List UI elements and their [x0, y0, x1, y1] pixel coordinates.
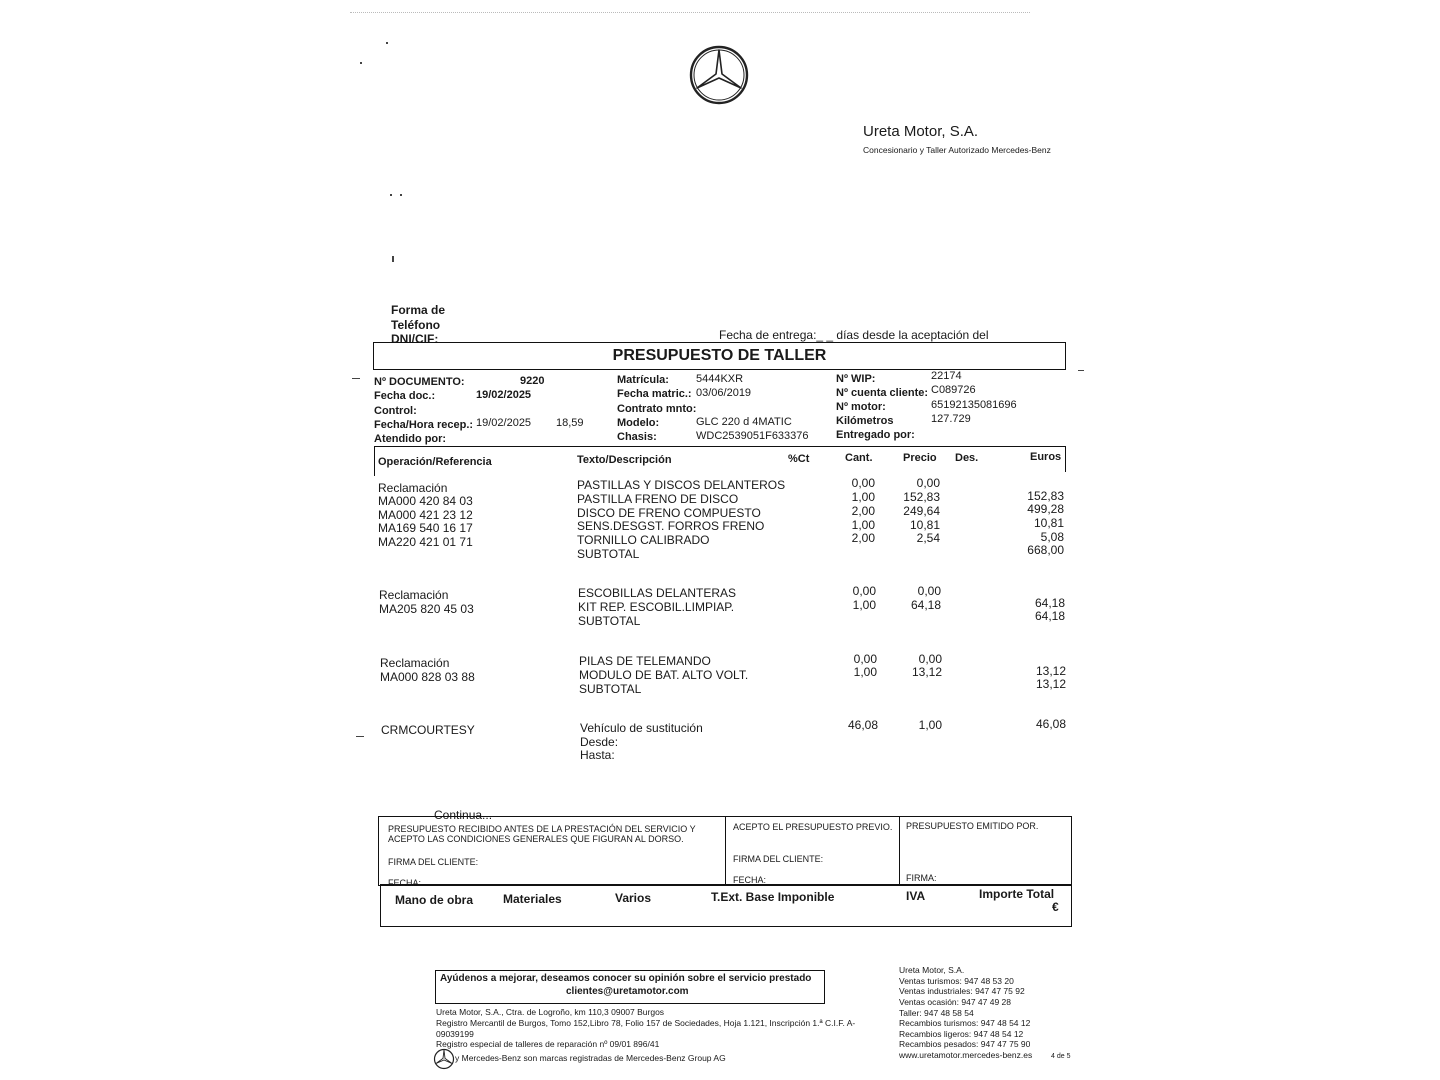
th-ct: %Ct: [788, 453, 810, 465]
signature-divider: [725, 816, 726, 886]
scan-speck: [386, 42, 388, 44]
info-value: GLC 220 d 4MATIC: [696, 416, 792, 428]
subtotal-label: SUBTOTAL: [578, 614, 641, 628]
info-value: 22174: [931, 370, 962, 382]
subtotal-value: 13,12: [1035, 677, 1066, 691]
info-value: 03/06/2019: [696, 387, 752, 399]
company-subtitle: Concesionario y Taller Autorizado Mercedes-Benz: [863, 145, 1051, 155]
row-precio: 0,00: [917, 584, 941, 598]
row-desc: TORNILLO CALIBRADO: [577, 533, 710, 547]
info-value: WDC2539051F633376: [696, 430, 809, 442]
row-ref: MA000 420 84 03: [378, 494, 473, 508]
row-cant: 2,00: [851, 504, 875, 518]
feedback-email: clientes@uretamotor.com: [566, 986, 689, 997]
row-precio: 10,81: [909, 518, 940, 532]
page-number: 4 de 5: [1051, 1053, 1071, 1060]
contact-line: Ureta Motor, S.A.: [899, 965, 965, 975]
row-ref: MA000 421 23 12: [378, 508, 473, 522]
courtesy-precio: 1,00: [918, 718, 942, 732]
legal-address: Ureta Motor, S.A., Ctra. de Logroño, km 110,3 09007 Burgos: [436, 1007, 665, 1017]
sig3-firma: FIRMA:: [906, 873, 937, 883]
row-euros: 13,12: [1035, 664, 1066, 678]
scan-speck: [352, 378, 360, 379]
info-value: 19/02/2025: [476, 389, 532, 401]
dni-label: DNI/CIF:: [391, 332, 439, 346]
th-precio: Precio: [903, 452, 937, 464]
sig2-firma: FIRMA DEL CLIENTE:: [733, 854, 824, 864]
total-importe: Importe Total: [979, 887, 1055, 901]
mercedes-star-icon: [688, 44, 750, 106]
th-euros: Euros: [1030, 451, 1062, 463]
forma-label: Forma de: [391, 303, 446, 317]
row-desc: DISCO DE FRENO COMPUESTO: [577, 506, 761, 520]
courtesy-ref: CRMCOURTESY: [381, 723, 475, 737]
row-precio: 2,54: [916, 531, 940, 545]
info-label: Contrato mnto:: [617, 403, 697, 415]
sig1-line2: ACEPTO LAS CONDICIONES GENERALES QUE FIGURAN AL DORSO.: [388, 834, 684, 844]
sig2-fecha: FECHA:: [733, 875, 767, 885]
info-label: Atendido por:: [374, 433, 447, 445]
row-desc: KIT REP. ESCOBIL.LIMPIAP.: [578, 600, 735, 614]
company-name: Ureta Motor, S.A.: [863, 123, 979, 140]
row-cant: 0,00: [853, 652, 877, 666]
contact-line: Recambios pesados: 947 47 75 90: [899, 1039, 1031, 1049]
subtotal-label: SUBTOTAL: [577, 547, 640, 561]
info-value: 65192135081696: [931, 399, 1017, 411]
signature-divider: [899, 816, 900, 886]
legal-registry: Registro Mercantil de Burgos, Tomo 152,Libro 78, Folio 157 de Sociedades, Hoja 1.121, Inscripción 1.ª C.I.F. A-: [436, 1018, 856, 1028]
row-cant: 1,00: [851, 518, 875, 532]
mercedes-star-small-icon: [433, 1048, 455, 1070]
total-base: T.Ext. Base Imponible: [711, 890, 835, 904]
contact-line: Ventas industriales: 947 47 75 92: [899, 986, 1025, 996]
row-ref: MA220 421 01 71: [378, 535, 473, 549]
info-label: Fecha matric.:: [617, 388, 692, 400]
info-label: Nº motor:: [836, 401, 886, 413]
row-desc: SENS.DESGST. FORROS FRENO: [577, 519, 765, 533]
info-value: 5444KXR: [696, 373, 744, 385]
info-label: Chasis:: [617, 431, 657, 443]
row-desc: PASTILLAS Y DISCOS DELANTEROS: [577, 478, 786, 492]
info-label: Nº cuenta cliente:: [836, 387, 929, 399]
th-des: Des.: [955, 452, 979, 464]
table-header-left: [374, 446, 375, 476]
row-desc: MODULO DE BAT. ALTO VOLT.: [579, 668, 749, 682]
th-texto: Texto/Descripción: [577, 454, 672, 466]
info-label: Control:: [374, 405, 417, 417]
sig1-firma: FIRMA DEL CLIENTE:: [388, 857, 479, 867]
info-value: 127.729: [931, 413, 971, 425]
scan-speck: [1078, 370, 1084, 371]
courtesy-desde: Desde:: [580, 735, 619, 749]
row-ref: MA169 540 16 17: [378, 521, 473, 535]
row-desc: PASTILLA FRENO DE DISCO: [577, 492, 739, 506]
row-precio: 249,64: [903, 504, 940, 518]
row-precio: 64,18: [910, 598, 941, 612]
row-euros: 5,08: [1040, 530, 1064, 544]
row-ref: Reclamación: [379, 588, 449, 602]
total-currency: €: [1052, 900, 1059, 914]
total-materiales: Materiales: [503, 892, 562, 906]
contact-line: Ventas ocasión: 947 47 49 28: [899, 997, 1012, 1007]
contact-website: www.uretamotor.mercedes-benz.es: [899, 1050, 1033, 1060]
info-value: C089726: [931, 384, 976, 396]
info-label: Kilómetros: [836, 415, 894, 427]
courtesy-desc: Vehículo de sustitución: [580, 721, 703, 735]
scan-speck: [390, 194, 392, 196]
row-euros: 64,18: [1034, 596, 1065, 610]
info-label: Fecha/Hora recep.:: [374, 419, 474, 431]
scan-edge: [350, 12, 1030, 13]
row-cant: 0,00: [852, 584, 876, 598]
courtesy-euros: 46,08: [1035, 717, 1066, 731]
contact-line: Recambios turismos: 947 48 54 12: [899, 1018, 1031, 1028]
info-value: 9220: [520, 375, 545, 387]
sig3-title: PRESUPUESTO EMITIDO POR.: [906, 821, 1039, 831]
row-cant: 2,00: [851, 531, 875, 545]
legal-workshop: Registro especial de talleres de reparación nº 09/01 896/41: [436, 1039, 660, 1049]
page-title: PRESUPUESTO DE TALLER: [612, 347, 827, 364]
row-ref: MA205 820 45 03: [379, 602, 474, 616]
info-label: Matrícula:: [617, 374, 669, 386]
row-euros: 499,28: [1027, 502, 1064, 516]
table-header-top: [374, 446, 1066, 447]
row-cant: 1,00: [853, 665, 877, 679]
info-label: Modelo:: [617, 417, 660, 429]
legal-trademark: y Mercedes-Benz son marcas registradas de Mercedes-Benz Group AG: [455, 1053, 726, 1063]
row-desc: ESCOBILLAS DELANTERAS: [578, 586, 737, 600]
contact-line: Recambios ligeros: 947 48 54 12: [899, 1029, 1024, 1039]
courtesy-hasta: Hasta:: [580, 748, 615, 762]
table-header-right: [1065, 446, 1066, 472]
sig1-line1: PRESUPUESTO RECIBIDO ANTES DE LA PRESTACIÓN DEL SERVICIO Y: [388, 824, 696, 834]
row-ref: Reclamación: [380, 656, 450, 670]
scan-speck: [360, 62, 362, 64]
info-label: Fecha doc.:: [374, 390, 436, 402]
subtotal-value: 64,18: [1034, 609, 1065, 623]
total-mano: Mano de obra: [395, 893, 474, 907]
contact-line: Ventas turismos: 947 48 53 20: [899, 976, 1014, 986]
row-precio: 0,00: [918, 652, 942, 666]
info-value: 19/02/2025: [476, 417, 532, 429]
continua-label: Continua...: [434, 808, 493, 822]
contact-line: Taller: 947 48 58 54: [899, 1008, 974, 1018]
info-label: Entregado por:: [836, 429, 915, 441]
row-cant: 1,00: [852, 598, 876, 612]
courtesy-cant: 46,08: [847, 718, 878, 732]
row-desc: PILAS DE TELEMANDO: [579, 654, 711, 668]
info-value-extra: 18,59: [556, 417, 584, 429]
row-ref: MA000 828 03 88: [380, 670, 475, 684]
row-precio: 13,12: [911, 665, 942, 679]
info-label: Nº WIP:: [836, 373, 876, 385]
row-ref: Reclamación: [378, 481, 448, 495]
subtotal-value: 668,00: [1027, 543, 1064, 557]
total-varios: Varios: [615, 891, 652, 905]
th-cant: Cant.: [845, 452, 873, 464]
feedback-text: Ayúdenos a mejorar, deseamos conocer su opinión sobre el servicio prestado: [440, 973, 812, 984]
th-operacion: Operación/Referencia: [378, 456, 492, 468]
sig1-fecha: FECHA:: [388, 878, 422, 888]
row-euros: 10,81: [1033, 516, 1064, 530]
total-iva: IVA: [906, 889, 926, 903]
row-cant: 1,00: [851, 490, 875, 504]
legal-cif: 09039199: [436, 1029, 474, 1039]
info-label: Nº DOCUMENTO:: [374, 376, 465, 388]
row-cant: 0,00: [851, 476, 875, 490]
subtotal-label: SUBTOTAL: [579, 682, 642, 696]
scan-speck: [400, 194, 402, 196]
telefono-label: Teléfono: [391, 318, 441, 332]
scan-speck: [356, 736, 364, 737]
sig2-title: ACEPTO EL PRESUPUESTO PREVIO.: [733, 822, 893, 832]
row-precio: 152,83: [903, 490, 940, 504]
row-euros: 152,83: [1027, 489, 1064, 503]
delivery-date: Fecha de entrega:_ _ días desde la aceptación del: [719, 328, 989, 342]
row-precio: 0,00: [916, 476, 940, 490]
scan-speck: [392, 256, 394, 262]
